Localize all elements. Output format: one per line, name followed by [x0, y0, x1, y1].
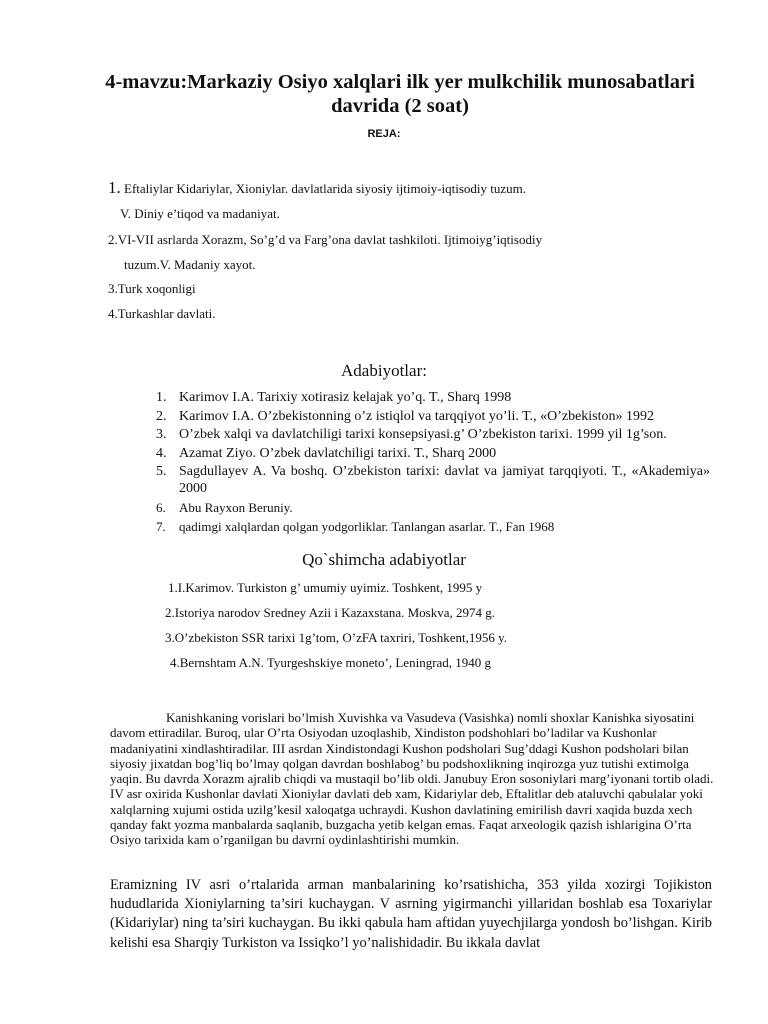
- literature-item: 4. Azamat Ziyo. O’zbek davlatchiligi tarixi. T., Sharq 2000: [156, 445, 497, 461]
- body-paragraph-1: Kanishkaning vorislari bo’lmish Xuvishka va Vasudeva (Vasishka) nomli shoxlar Kanishka siyosatini davom ettiradilar. Buroq, ular O’rta Osiyodan uzoqlashib, Xindiston podshohlari bo’ladilar va Kushonlar madaniyatini xindlashtiradilar. III asrdan Xindistondagi Kushon podsholari Sug’ddagi Kushon podsholari bilan siyosiy jixatdan bog’liq bo’lmay qolgan davrdan boshlabog’ bu podshoxlikning inqirozga yuz tutishi extimolga yaqin. Bu davrda Xorazm ajralib chiqdi va mustaqil bo’lib oldi. Janubuy Eron sosoniylari marg’iyonani tortib oladi. IV asr oxirida Kushonlar davlati Xioniylar davlati deb xam, Kidariylar deb, Eftalitlar deb ataluvchi qabulalar yoki xalqlarning xujumi ostida uzilg’kesil xaloqatga uchraydi. Kushon davlatining emirilish davri xaqida buzda xech qanday fakt yozma manbalarda saqlanib, buzgacha yetib kelgan emas. Faqat arxeologik qazish ishlarigina O’rta Osiyo tarixida kam o’rganilgan bu davrni oydinlashtirishi mumkin.: [110, 710, 714, 848]
- literature-list: [148, 389, 710, 536]
- body-paragraph-2: Eramizning IV asri o’rtalarida arman manbalarining ko’rsatishicha, 353 yilda xozirgi Tojikiston hududlarida Xioniylarning ta’siri kuchaygan. V asrning yigirmanchi yillaridan boshlab esa Toxariylar (Kidariylar) ning ta’siri kuchaygan. Bu ikki qabula ham aftidan yuyechjilarga yondosh bo’lishgan. Kirib kelishi esa Sharqiy Turkiston va Issiqko’l yo’nalishidadir. Bu ikkala davlat: [110, 877, 712, 951]
- literature-item: 7. qadimgi xalqlardan qolgan yodgorliklar. Tanlangan asarlar. T., Fan 1968: [156, 518, 555, 534]
- literature-item: 6. Abu Rayxon Beruniy.: [156, 499, 293, 515]
- extra-literature-item: 4.Bernshtam A.N. Tyurgeshskiye moneto’, Leningrad, 1940 g: [170, 655, 492, 670]
- literature-item: 1. Karimov I.A. Tarixiy xotirasiz kelajak yo’q. T., Sharq 1998: [156, 390, 512, 405]
- plan-line-1-text: Eftaliylar Kidariylar, Xioniylar. davlatlarida siyosiy ijtimoiy-iqtisodiy tuzum.: [120, 181, 527, 196]
- plan-line-2: V. Diniy e’tiqod va madaniyat.: [120, 206, 280, 221]
- extra-literature-item: 3.O’zbekiston SSR tarixi 1g’tom, O’zFA taxriri, Toshkent,1956 y.: [165, 630, 508, 645]
- literature-heading: Adabiyotlar:: [341, 361, 427, 380]
- extra-literature-item: 1.I.Karimov. Turkiston g’ umumiy uyimiz. Toshkent, 1995 y: [168, 580, 483, 595]
- plan-line-4: tuzum.V. Madaniy xayot.: [124, 257, 256, 272]
- plan-line-1: [108, 178, 526, 198]
- literature-item: 3. O’zbek xalqi va davlatchiligi tarixi konsepsiyasi.g’ O’zbekiston tarixi. 1999 yil 1g’son.: [156, 427, 667, 443]
- literature-item: 5. Sagdullayev A. Va boshq. O’zbekiston tarixi: davlat va jamiyat tarqqiyoti. T., «Akademiya» 2000: [156, 464, 710, 497]
- extra-literature-heading: Qo`shimcha adabiyotlar: [302, 550, 466, 569]
- plan-line-1-number: 1.: [108, 178, 121, 197]
- extra-literature-item: 2.Istoriya narodov Sredney Azii i Kazaxstana. Moskva, 2974 g.: [165, 605, 495, 620]
- plan-label: REJA:: [367, 128, 401, 140]
- plan-line-6: 4.Turkashlar davlati.: [108, 306, 216, 321]
- plan-line-5: 3.Turk xoqonligi: [108, 281, 196, 296]
- plan-line-3: 2.VI-VII asrlarda Xorazm, So’g’d va Farg’ona davlat tashkiloti. Ijtimoiyg’iqtisodiy: [108, 232, 543, 247]
- literature-item: 2. Karimov I.A. O’zbekistonning o’z istiqlol va tarqqiyot yo’li. T., «O’zbekiston» 1992: [156, 408, 655, 424]
- document-title: 4-mavzu:Markaziy Osiyo xalqlari ilk yer mulkchilik munosabatlari davrida (2 soat): [105, 71, 695, 117]
